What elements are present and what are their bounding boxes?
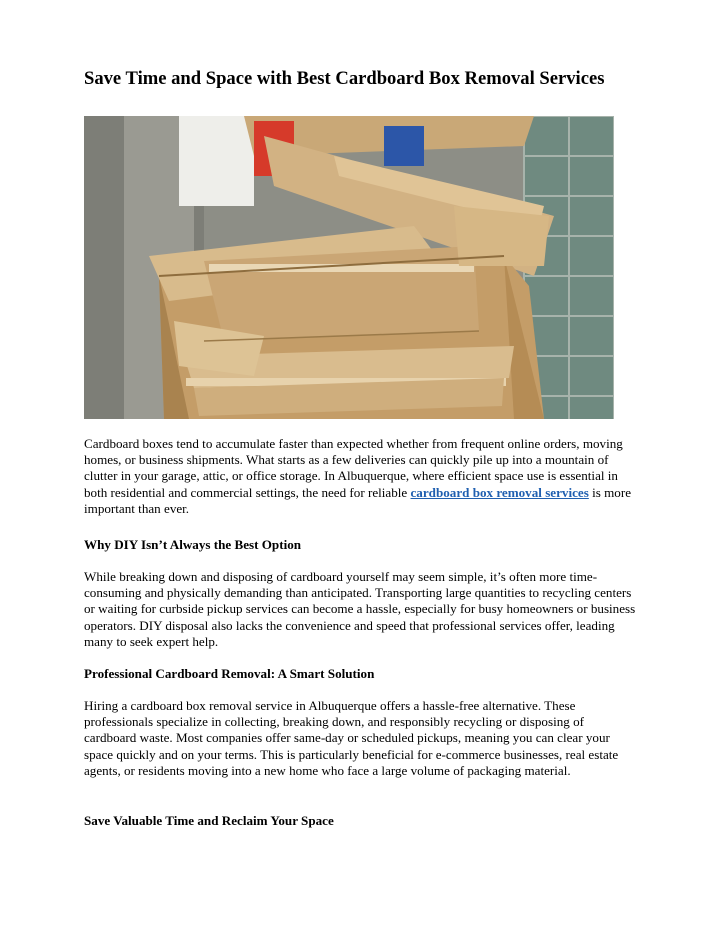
section-body-why-diy: While breaking down and disposing of cardboard yourself may seem simple, it’s often more time-consuming and physically demanding than anticipated. Transporting large quantities to recycling centers or waiting for curbside pickup services can become a hassle, especially for busy homeowners or business operators. DIY disposal also lacks the convenience and speed that professional services offer, leading many to seek expert help.: [84, 569, 636, 649]
section-heading-why-diy: Why DIY Isn’t Always the Best Option: [84, 537, 302, 552]
intro-text-before-link: Cardboard boxes tend to accumulate faster than expected whether from frequent online orders, moving homes, or business shipments. What starts as a few deliveries can quickly pile up into a mountain of clutter in your garage, attic, or office storage. In Albuquerque, where efficient space use is essential in both residential and commercial settings, the need for reliable: [84, 436, 623, 500]
cardboard-boxes-photo: [84, 116, 614, 419]
section-heading-professional-removal: Professional Cardboard Removal: A Smart Solution: [84, 666, 375, 681]
cardboard-box-removal-services-link[interactable]: cardboard box removal services: [410, 484, 589, 500]
intro-text-after-link: is more important than ever.: [84, 484, 632, 516]
page-title: Save Time and Space with Best Cardboard Box Removal Services: [84, 68, 605, 89]
intro-paragraph: [84, 436, 636, 517]
section-body-professional-removal: Hiring a cardboard box removal service in Albuquerque offers a hassle-free alternative. These professionals specialize in collecting, breaking down, and responsibly recycling or disposing of cardboard waste. Most companies offer same-day or scheduled pickups, meaning you can clear your space quickly and on your terms. This is particularly beneficial for e-commerce businesses, real estate agents, or residents moving into a new home who face a large volume of packaging material.: [84, 698, 619, 778]
section-heading-save-time: Save Valuable Time and Reclaim Your Space: [84, 813, 334, 828]
